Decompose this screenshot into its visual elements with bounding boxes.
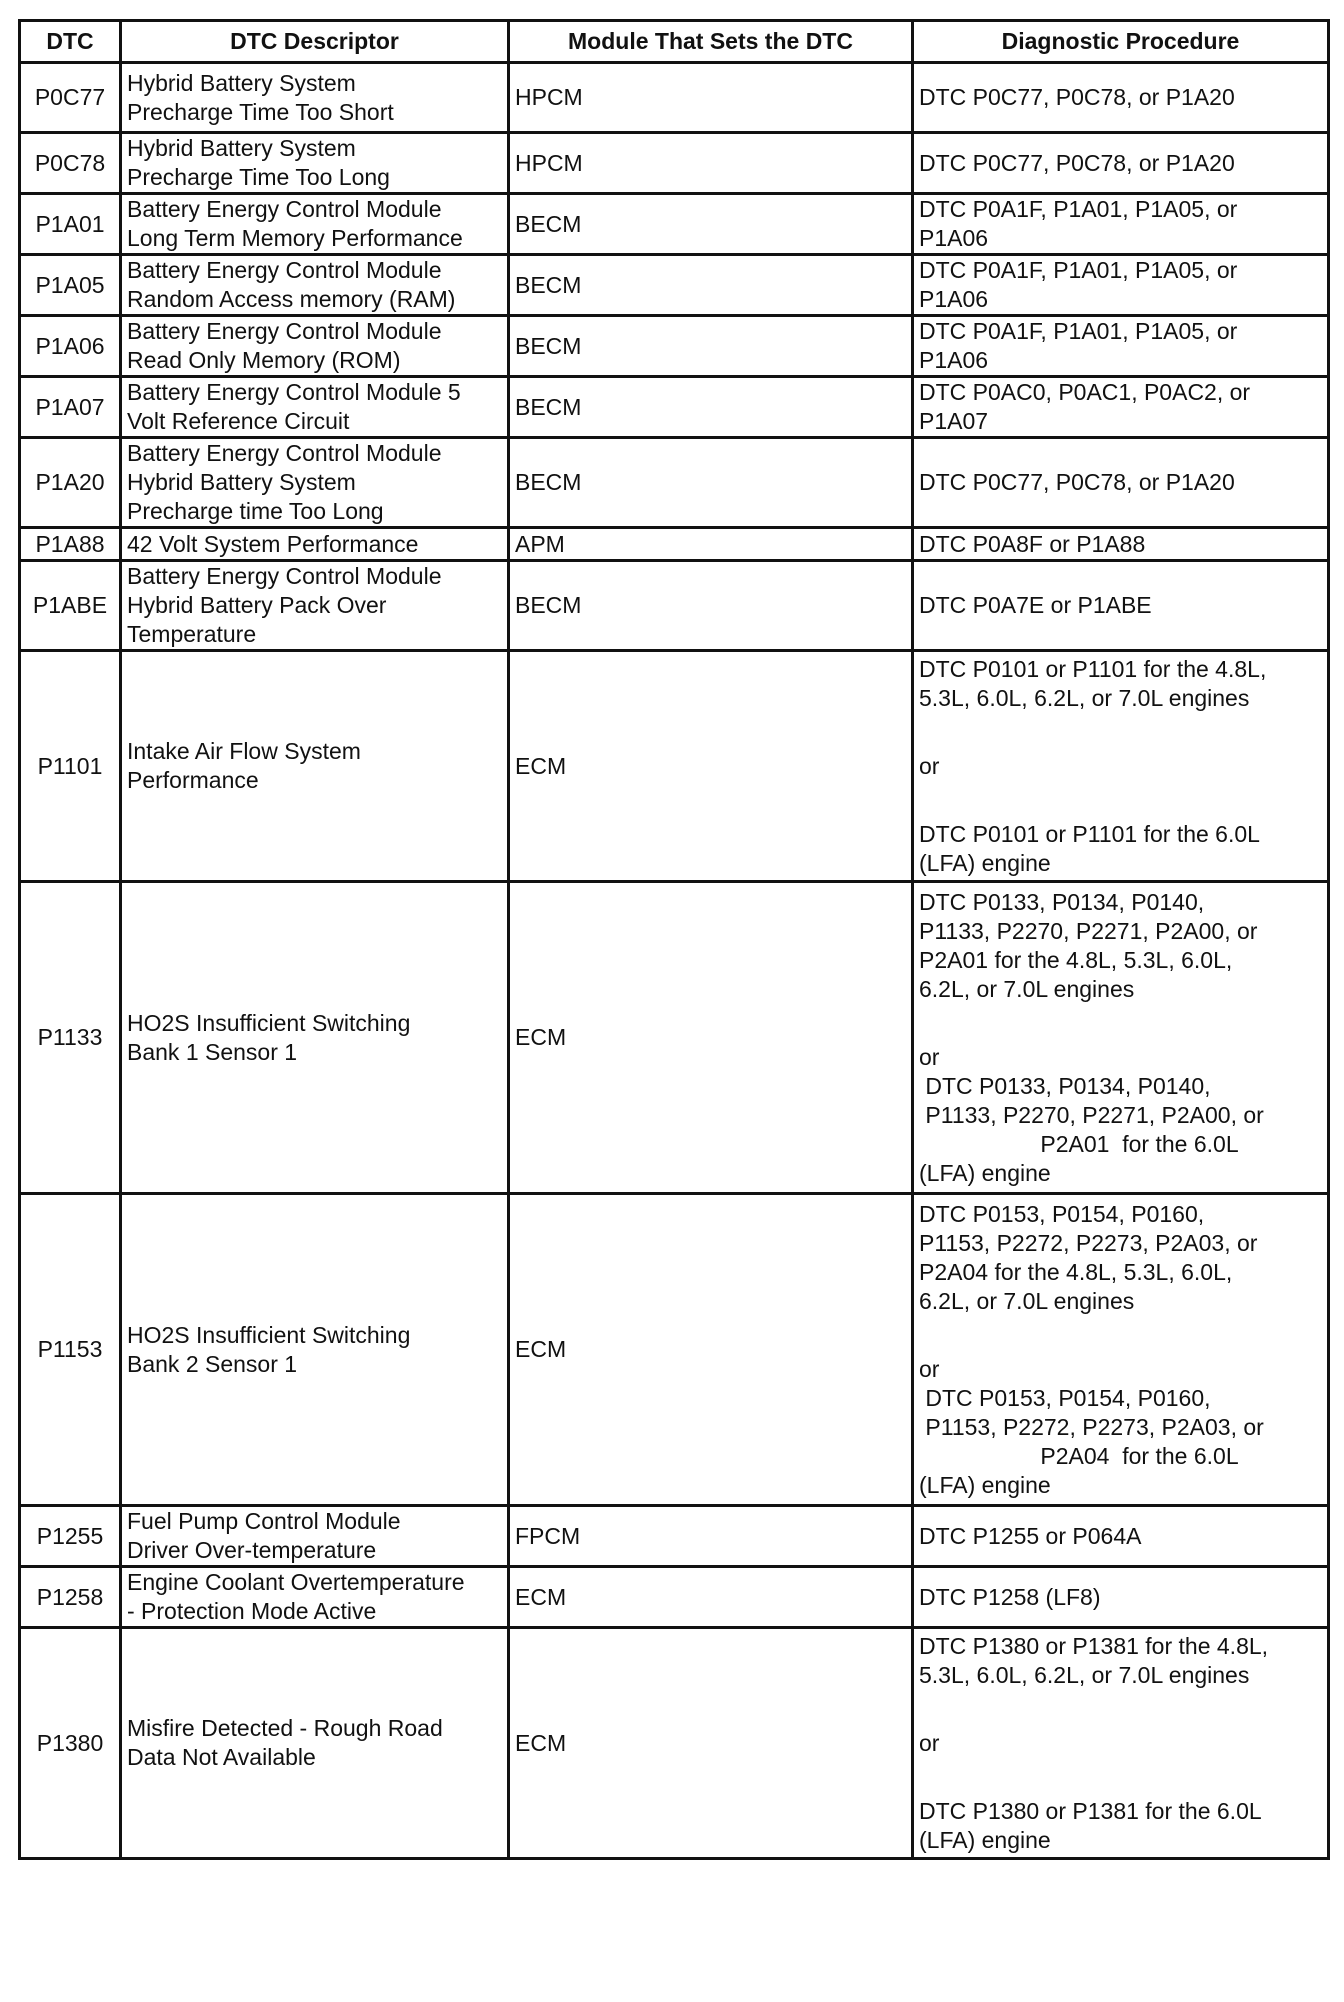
table-row bbox=[20, 651, 1329, 882]
module: ECM bbox=[509, 651, 913, 882]
procedure-line: DTC P0A1F, P1A01, P1A05, or bbox=[919, 257, 1238, 283]
procedure-line bbox=[919, 1316, 1322, 1355]
table-row bbox=[20, 1628, 1329, 1859]
procedure-line: DTC P0AC0, P0AC1, P0AC2, or bbox=[919, 379, 1251, 405]
table-body bbox=[20, 63, 1329, 1859]
module: ECM bbox=[509, 1628, 913, 1859]
diagnostic-procedure bbox=[913, 528, 1329, 561]
procedure-line: or bbox=[919, 752, 940, 779]
procedure-line: DTC P0153, P0154, P0160, bbox=[919, 1200, 1205, 1227]
descriptor-line: Precharge Time Too Long bbox=[127, 164, 390, 190]
module: ECM bbox=[509, 1567, 913, 1628]
table-row bbox=[20, 316, 1329, 377]
procedure-line: P2A04 for the 6.0L bbox=[919, 1442, 1239, 1469]
dtc-descriptor bbox=[121, 528, 509, 561]
procedure-line: P2A01 for the 6.0L bbox=[919, 1130, 1239, 1157]
dtc-code: P0C77 bbox=[20, 63, 121, 133]
procedure-line: P1A06 bbox=[919, 225, 989, 251]
dtc-code: P1101 bbox=[20, 651, 121, 882]
module: FPCM bbox=[509, 1506, 913, 1567]
descriptor-line: Hybrid Battery System bbox=[127, 135, 356, 161]
procedure-line: P1133, P2270, P2271, P2A00, or bbox=[919, 917, 1258, 944]
diagnostic-procedure bbox=[913, 882, 1329, 1194]
dtc-code: P1A20 bbox=[20, 438, 121, 528]
header-row bbox=[20, 21, 1329, 63]
procedure-line: DTC P0A1F, P1A01, P1A05, or bbox=[919, 318, 1238, 344]
dtc-descriptor bbox=[121, 255, 509, 316]
diagnostic-procedure bbox=[913, 1628, 1329, 1859]
diagnostic-procedure bbox=[913, 1506, 1329, 1567]
dtc-descriptor bbox=[121, 651, 509, 882]
procedure-line bbox=[919, 1004, 1322, 1043]
procedure-line: P2A01 for the 4.8L, 5.3L, 6.0L, bbox=[919, 946, 1233, 973]
procedure-line: P2A04 for the 4.8L, 5.3L, 6.0L, bbox=[919, 1258, 1233, 1285]
header-module: Module That Sets the DTC bbox=[509, 21, 913, 63]
procedure-line: DTC P0133, P0134, P0140, bbox=[919, 1072, 1211, 1099]
procedure-line: (LFA) engine bbox=[919, 849, 1051, 876]
descriptor-line: HO2S Insufficient Switching bbox=[127, 1321, 411, 1348]
procedure-line: DTC P0133, P0134, P0140, bbox=[919, 888, 1205, 915]
dtc-descriptor bbox=[121, 1194, 509, 1506]
module: BECM bbox=[509, 316, 913, 377]
procedure-line: DTC P0153, P0154, P0160, bbox=[919, 1384, 1211, 1411]
procedure-line bbox=[919, 1690, 1322, 1729]
procedure-line bbox=[919, 781, 1322, 820]
module: ECM bbox=[509, 882, 913, 1194]
descriptor-line: Performance bbox=[127, 767, 259, 793]
dtc-descriptor bbox=[121, 561, 509, 651]
descriptor-line: Random Access memory (RAM) bbox=[127, 286, 456, 312]
dtc-descriptor bbox=[121, 377, 509, 438]
procedure-line: DTC P0101 or P1101 for the 6.0L bbox=[919, 820, 1260, 847]
table-row bbox=[20, 438, 1329, 528]
dtc-code: P1380 bbox=[20, 1628, 121, 1859]
procedure-line: DTC P0A8F or P1A88 bbox=[919, 530, 1146, 557]
table-row bbox=[20, 133, 1329, 194]
dtc-code: P1258 bbox=[20, 1567, 121, 1628]
descriptor-line: Hybrid Battery System bbox=[127, 69, 356, 96]
descriptor-line: HO2S Insufficient Switching bbox=[127, 1009, 411, 1036]
table-row bbox=[20, 255, 1329, 316]
module: BECM bbox=[509, 255, 913, 316]
procedure-line: DTC P0C77, P0C78, or P1A20 bbox=[919, 84, 1235, 110]
table-row bbox=[20, 63, 1329, 133]
procedure-line: (LFA) engine bbox=[919, 1471, 1051, 1498]
procedure-line: DTC P1255 or P064A bbox=[919, 1522, 1142, 1549]
procedure-line: or bbox=[919, 1043, 940, 1070]
descriptor-line: Battery Energy Control Module bbox=[127, 563, 442, 589]
dtc-descriptor bbox=[121, 1506, 509, 1567]
procedure-line: 6.2L, or 7.0L engines bbox=[919, 975, 1135, 1002]
descriptor-line: Bank 2 Sensor 1 bbox=[127, 1350, 298, 1377]
header-procedure: Diagnostic Procedure bbox=[913, 21, 1329, 63]
diagnostic-procedure bbox=[913, 651, 1329, 882]
descriptor-line: Volt Reference Circuit bbox=[127, 408, 350, 434]
dtc-code: P1A06 bbox=[20, 316, 121, 377]
dtc-code: P1A05 bbox=[20, 255, 121, 316]
procedure-line: P1153, P2272, P2273, P2A03, or bbox=[919, 1229, 1258, 1256]
table-row bbox=[20, 882, 1329, 1194]
descriptor-line: Battery Energy Control Module bbox=[127, 257, 442, 283]
descriptor-line: Long Term Memory Performance bbox=[127, 225, 463, 251]
procedure-line: P1A06 bbox=[919, 286, 989, 312]
dtc-code: P1255 bbox=[20, 1506, 121, 1567]
dtc-descriptor bbox=[121, 1567, 509, 1628]
procedure-line: or bbox=[919, 1729, 940, 1756]
procedure-line: DTC P1380 or P1381 for the 6.0L bbox=[919, 1797, 1262, 1824]
module: ECM bbox=[509, 1194, 913, 1506]
descriptor-line: Battery Energy Control Module bbox=[127, 318, 442, 344]
table-row bbox=[20, 1567, 1329, 1628]
module: BECM bbox=[509, 377, 913, 438]
diagnostic-procedure bbox=[913, 255, 1329, 316]
diagnostic-procedure bbox=[913, 1194, 1329, 1506]
descriptor-line: Driver Over-temperature bbox=[127, 1537, 377, 1563]
table-row bbox=[20, 377, 1329, 438]
procedure-line: (LFA) engine bbox=[919, 1159, 1051, 1186]
module: HPCM bbox=[509, 63, 913, 133]
procedure-line: P1153, P2272, P2273, P2A03, or bbox=[919, 1413, 1264, 1440]
descriptor-line: - Protection Mode Active bbox=[127, 1598, 377, 1624]
descriptor-line: Intake Air Flow System bbox=[127, 738, 361, 764]
dtc-code: P1A01 bbox=[20, 194, 121, 255]
procedure-line: DTC P0A1F, P1A01, P1A05, or bbox=[919, 196, 1238, 222]
dtc-descriptor bbox=[121, 133, 509, 194]
dtc-table bbox=[18, 19, 1330, 1860]
procedure-line: DTC P0101 or P1101 for the 4.8L, bbox=[919, 655, 1267, 682]
descriptor-line: Data Not Available bbox=[127, 1744, 316, 1770]
procedure-line bbox=[919, 713, 1322, 752]
descriptor-line: 42 Volt System Performance bbox=[127, 530, 419, 557]
descriptor-line: Engine Coolant Overtemperature bbox=[127, 1569, 465, 1595]
descriptor-line: Battery Energy Control Module bbox=[127, 440, 442, 466]
diagnostic-procedure bbox=[913, 194, 1329, 255]
procedure-line: DTC P1258 (LF8) bbox=[919, 1583, 1101, 1610]
dtc-descriptor bbox=[121, 1628, 509, 1859]
diagnostic-procedure bbox=[913, 63, 1329, 133]
module: APM bbox=[509, 528, 913, 561]
procedure-line: DTC P0C77, P0C78, or P1A20 bbox=[919, 149, 1235, 176]
dtc-code: P1153 bbox=[20, 1194, 121, 1506]
descriptor-line: Precharge Time Too Short bbox=[127, 98, 394, 125]
procedure-line: or bbox=[919, 1355, 940, 1382]
descriptor-line: Hybrid Battery Pack Over bbox=[127, 592, 387, 618]
procedure-line: (LFA) engine bbox=[919, 1826, 1051, 1853]
header-descriptor: DTC Descriptor bbox=[121, 21, 509, 63]
dtc-descriptor bbox=[121, 438, 509, 528]
procedure-line: 6.2L, or 7.0L engines bbox=[919, 1287, 1135, 1314]
procedure-line: P1A07 bbox=[919, 408, 989, 434]
dtc-descriptor bbox=[121, 882, 509, 1194]
dtc-descriptor bbox=[121, 63, 509, 133]
procedure-line: DTC P0A7E or P1ABE bbox=[919, 592, 1152, 618]
table-row bbox=[20, 1506, 1329, 1567]
procedure-line: DTC P0C77, P0C78, or P1A20 bbox=[919, 469, 1235, 495]
descriptor-line: Read Only Memory (ROM) bbox=[127, 347, 401, 373]
procedure-line: 5.3L, 6.0L, 6.2L, or 7.0L engines bbox=[919, 1661, 1250, 1688]
header-dtc: DTC bbox=[20, 21, 121, 63]
dtc-code: P1133 bbox=[20, 882, 121, 1194]
module: BECM bbox=[509, 194, 913, 255]
table-row bbox=[20, 194, 1329, 255]
diagnostic-procedure bbox=[913, 377, 1329, 438]
table-row bbox=[20, 528, 1329, 561]
diagnostic-procedure bbox=[913, 316, 1329, 377]
module: BECM bbox=[509, 561, 913, 651]
descriptor-line: Bank 1 Sensor 1 bbox=[127, 1038, 298, 1065]
dtc-descriptor bbox=[121, 194, 509, 255]
descriptor-line: Fuel Pump Control Module bbox=[127, 1508, 401, 1534]
descriptor-line: Hybrid Battery System bbox=[127, 469, 356, 495]
table-row bbox=[20, 561, 1329, 651]
procedure-line: P1A06 bbox=[919, 347, 989, 373]
diagnostic-procedure bbox=[913, 438, 1329, 528]
procedure-line: P1133, P2270, P2271, P2A00, or bbox=[919, 1101, 1264, 1128]
dtc-code: P0C78 bbox=[20, 133, 121, 194]
dtc-code: P1A88 bbox=[20, 528, 121, 561]
descriptor-line: Battery Energy Control Module 5 bbox=[127, 379, 461, 405]
descriptor-line: Misfire Detected - Rough Road bbox=[127, 1715, 443, 1741]
dtc-descriptor bbox=[121, 316, 509, 377]
diagnostic-procedure bbox=[913, 1567, 1329, 1628]
dtc-code: P1A07 bbox=[20, 377, 121, 438]
dtc-code: P1ABE bbox=[20, 561, 121, 651]
module: HPCM bbox=[509, 133, 913, 194]
descriptor-line: Precharge time Too Long bbox=[127, 498, 384, 524]
diagnostic-procedure bbox=[913, 133, 1329, 194]
diagnostic-procedure bbox=[913, 561, 1329, 651]
descriptor-line: Battery Energy Control Module bbox=[127, 196, 442, 222]
descriptor-line: Temperature bbox=[127, 621, 257, 647]
table-row bbox=[20, 1194, 1329, 1506]
procedure-line bbox=[919, 1758, 1322, 1797]
module: BECM bbox=[509, 438, 913, 528]
procedure-line: 5.3L, 6.0L, 6.2L, or 7.0L engines bbox=[919, 684, 1250, 711]
procedure-line: DTC P1380 or P1381 for the 4.8L, bbox=[919, 1632, 1269, 1659]
